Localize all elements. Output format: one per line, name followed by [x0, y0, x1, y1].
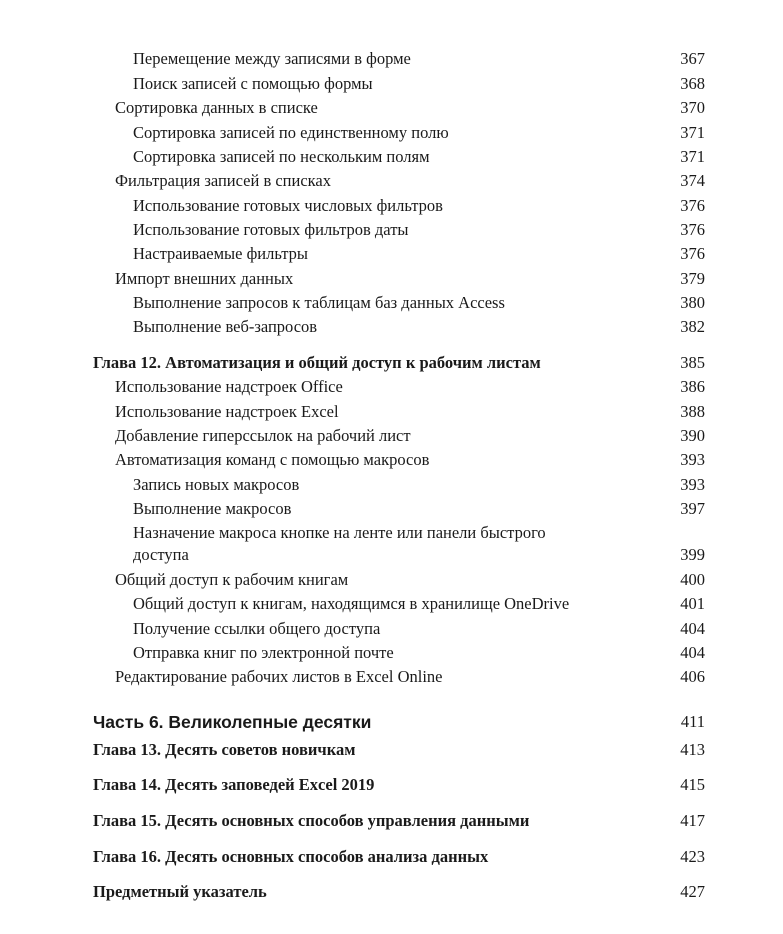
toc-entry-page-number: 380 [680, 293, 705, 312]
toc-entry-title: Выполнение макросов [133, 499, 292, 518]
toc-entry-title: Глава 16. Десять основных способов анализа данных [93, 847, 489, 866]
toc-entry-title: Предметный указатель [93, 882, 267, 901]
toc-entry-page-number: 401 [680, 594, 705, 613]
toc-section-entry[interactable] [0, 474, 783, 496]
toc-entry-title: Автоматизация команд с помощью макросов [115, 450, 430, 469]
toc-entry-title: Настраиваемые фильтры [133, 244, 308, 263]
toc-entry-page-number: 370 [680, 98, 705, 117]
toc-entry-page-number: 404 [680, 643, 705, 662]
toc-section-entry[interactable] [0, 376, 783, 398]
toc-section-entry[interactable] [0, 666, 783, 688]
toc-entry-page-number: 397 [680, 499, 705, 518]
toc-entry-title: Редактирование рабочих листов в Excel Online [115, 667, 443, 686]
toc-entry-page-number: 390 [680, 426, 705, 445]
toc-entry-title: Общий доступ к рабочим книгам [115, 570, 349, 589]
toc-chapter-entry[interactable] [0, 881, 783, 903]
toc-entry-title: Выполнение веб-запросов [133, 317, 318, 336]
toc-entry-title: Перемещение между записями в форме [133, 49, 411, 68]
toc-section-entry[interactable] [0, 97, 783, 119]
toc-entry-title: Использование готовых числовых фильтров [133, 196, 443, 215]
toc-section-entry[interactable] [0, 268, 783, 290]
toc-entry-page-number: 400 [680, 570, 705, 589]
toc-entry-title: Использование надстроек Excel [115, 402, 339, 421]
toc-entry-page-number: 376 [680, 196, 705, 215]
toc-entry-page-number: 393 [680, 450, 705, 469]
toc-entry-title: Добавление гиперссылок на рабочий лист [115, 426, 411, 445]
toc-entry-page-number: 415 [680, 775, 705, 794]
toc-section-entry[interactable] [0, 122, 783, 144]
toc-entry-page-number: 411 [680, 712, 705, 731]
toc-section-entry[interactable] [0, 401, 783, 423]
toc-section-entry[interactable] [0, 292, 783, 314]
toc-entry-title: Выполнение запросов к таблицам баз данных Access [133, 293, 505, 312]
toc-section-entry[interactable] [0, 316, 783, 338]
toc-section-entry[interactable] [0, 569, 783, 591]
toc-entry-title: Назначение макроса кнопке на ленте или панели быстрого доступа [133, 523, 546, 564]
toc-chapter-entry[interactable] [0, 739, 783, 761]
toc-entry-page-number: 385 [680, 353, 705, 372]
toc-entry-title: Сортировка записей по нескольким полям [133, 147, 430, 166]
toc-entry-page-number: 376 [680, 244, 705, 263]
toc-chapter-entry[interactable] [0, 846, 783, 868]
toc-entry-title: Глава 15. Десять основных способов управления данными [93, 811, 530, 830]
toc-section-entry[interactable] [0, 219, 783, 241]
toc-section-entry[interactable] [0, 170, 783, 192]
toc-section-entry[interactable] [0, 618, 783, 640]
toc-entry-page-number: 388 [680, 402, 705, 421]
toc-section-entry[interactable] [0, 593, 783, 615]
toc-section-entry[interactable] [0, 243, 783, 265]
toc-section-entry[interactable] [0, 642, 783, 664]
toc-entry-page-number: 427 [680, 882, 705, 901]
toc-entry-title: Отправка книг по электронной почте [133, 643, 394, 662]
toc-entry-page-number: 379 [680, 269, 705, 288]
toc-entry-title: Сортировка данных в списке [115, 98, 318, 117]
toc-entry-page-number: 368 [680, 74, 705, 93]
toc-section-entry[interactable] [0, 449, 783, 471]
toc-chapter-entry[interactable] [0, 810, 783, 832]
toc-entry-page-number: 406 [680, 667, 705, 686]
toc-entry-title: Глава 14. Десять заповедей Excel 2019 [93, 775, 375, 794]
toc-entry-title: Фильтрация записей в списках [115, 171, 332, 190]
toc-entry-title: Запись новых макросов [133, 475, 300, 494]
toc-chapter-entry[interactable] [0, 774, 783, 796]
toc-entry-page-number: 393 [680, 475, 705, 494]
toc-entry-title: Глава 13. Десять советов новичкам [93, 740, 356, 759]
toc-entry-page-number: 371 [680, 147, 705, 166]
toc-entry-title: Использование готовых фильтров даты [133, 220, 409, 239]
toc-entry-page-number: 376 [680, 220, 705, 239]
toc-entry-page-number: 399 [680, 545, 705, 564]
toc-section-entry[interactable] [0, 73, 783, 95]
toc-part-entry[interactable] [0, 711, 783, 733]
toc-entry-page-number: 386 [680, 377, 705, 396]
toc-section-entry[interactable] [0, 522, 783, 566]
toc-entry-page-number: 374 [680, 171, 705, 190]
toc-entry-title: Сортировка записей по единственному полю [133, 123, 449, 142]
toc-entry-title: Общий доступ к книгам, находящимся в хранилище OneDrive [133, 594, 570, 613]
toc-entry-page-number: 371 [680, 123, 705, 142]
toc-chapter-entry[interactable] [0, 352, 783, 374]
toc-entry-page-number: 382 [680, 317, 705, 336]
toc-entry-title: Получение ссылки общего доступа [133, 619, 381, 638]
toc-entry-title: Поиск записей с помощью формы [133, 74, 373, 93]
toc-entry-page-number: 417 [680, 811, 705, 830]
toc-entry-title: Импорт внешних данных [115, 269, 294, 288]
toc-section-entry[interactable] [0, 48, 783, 70]
toc-entry-page-number: 404 [680, 619, 705, 638]
toc-section-entry[interactable] [0, 195, 783, 217]
toc-entry-page-number: 423 [680, 847, 705, 866]
toc-entry-title: Часть 6. Великолепные десятки [93, 712, 372, 732]
toc-section-entry[interactable] [0, 425, 783, 447]
toc-entry-page-number: 367 [680, 49, 705, 68]
toc-entry-page-number: 413 [680, 740, 705, 759]
toc-section-entry[interactable] [0, 146, 783, 168]
toc-section-entry[interactable] [0, 498, 783, 520]
toc-entry-title: Глава 12. Автоматизация и общий доступ к рабочим листам [93, 353, 541, 372]
toc-entry-title: Использование надстроек Office [115, 377, 343, 396]
